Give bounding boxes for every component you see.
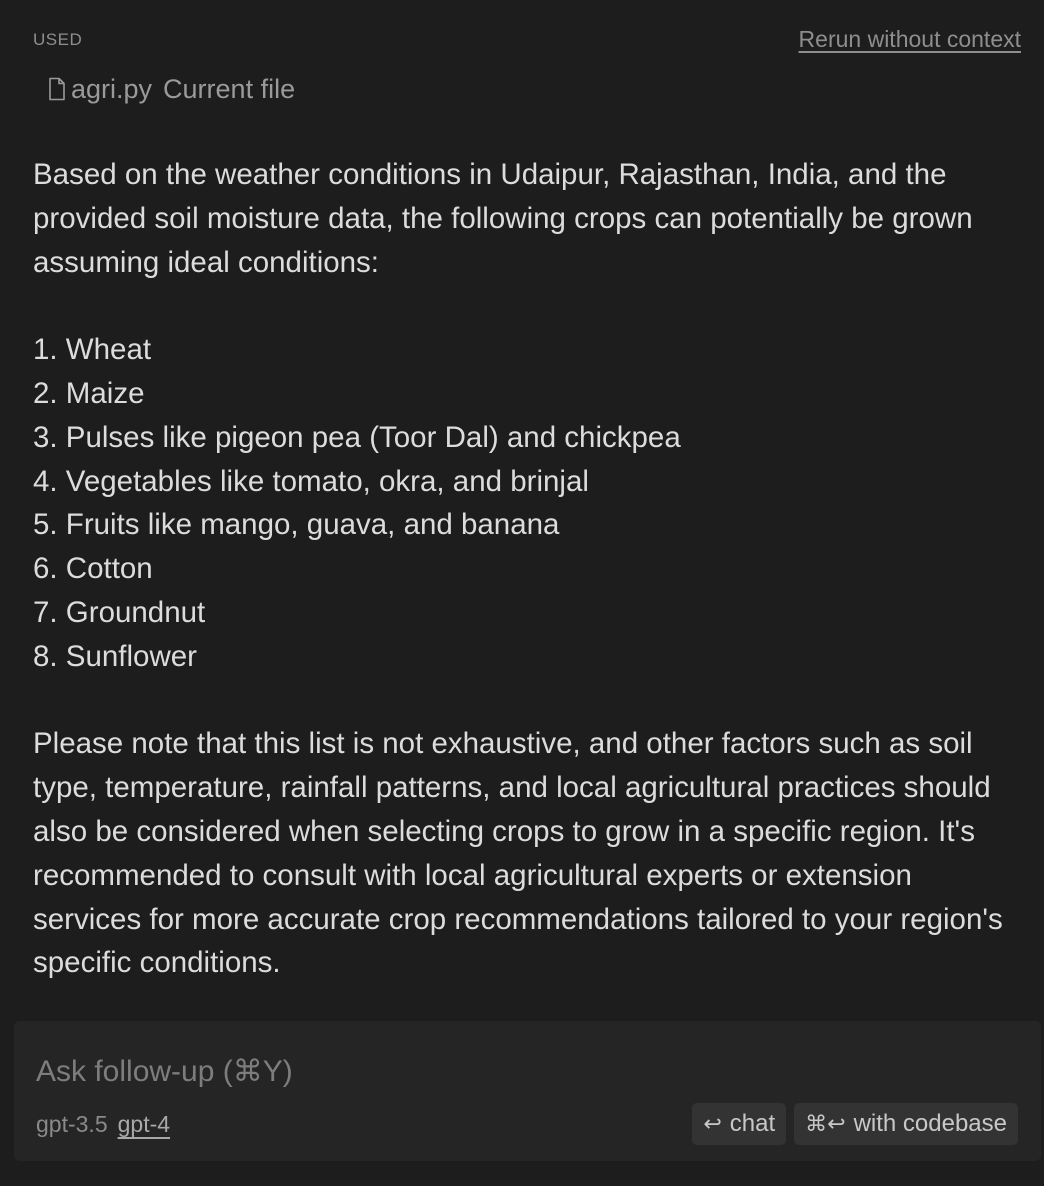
with-codebase-button[interactable] xyxy=(794,1103,1018,1145)
paragraph-spacer xyxy=(33,284,1028,328)
chat-button[interactable] xyxy=(692,1103,786,1145)
list-item: 8. Sunflower xyxy=(33,639,197,673)
model-option-gpt-4[interactable]: gpt-4 xyxy=(117,1111,171,1137)
context-file-name: agri.py xyxy=(71,73,153,104)
return-icon: ↩ xyxy=(703,1111,722,1137)
list-item: 2. Maize xyxy=(33,376,145,410)
crop-list xyxy=(33,328,1028,678)
response-note: Please note that this list is not exhaustive, and other factors such as soil type, temperature, rainfall patterns, and local agricultural practices should also be considered when selecting crops to grow in a specific region. It's recommended to consult with local agricultural experts or extension services for more accurate crop recommendations tailored to your region's specific conditions. xyxy=(33,727,1003,980)
command-return-icon: ⌘↩ xyxy=(805,1111,846,1137)
context-header xyxy=(33,26,1021,54)
rerun-without-context-link[interactable]: Rerun without context xyxy=(798,26,1021,52)
with-codebase-button-label: with codebase xyxy=(853,1110,1007,1137)
list-item: 7. Groundnut xyxy=(33,595,206,629)
file-icon xyxy=(47,77,67,101)
list-item: 4. Vegetables like tomato, okra, and brinjal xyxy=(33,464,589,498)
model-selector xyxy=(36,1111,170,1138)
list-item: 6. Cotton xyxy=(33,552,153,586)
followup-actions xyxy=(692,1103,1018,1145)
model-option-gpt-3-5[interactable]: gpt-3.5 xyxy=(36,1111,108,1137)
response-intro: Based on the weather conditions in Udaipur, Rajasthan, India, and the provided soil moisture data, the following crops can potentially be grown assuming ideal conditions: xyxy=(33,158,973,279)
context-file-chip[interactable] xyxy=(47,72,295,106)
list-item: 3. Pulses like pigeon pea (Toor Dal) and chickpea xyxy=(33,420,681,454)
followup-panel xyxy=(14,1021,1041,1161)
chat-button-label: chat xyxy=(729,1110,776,1137)
followup-input[interactable] xyxy=(36,1055,636,1089)
paragraph-spacer xyxy=(33,679,1028,723)
assistant-response xyxy=(33,153,1028,985)
context-file-note: Current file xyxy=(163,73,296,104)
list-item: 1. Wheat xyxy=(33,333,152,367)
used-label: USED xyxy=(33,30,83,49)
list-item: 5. Fruits like mango, guava, and banana xyxy=(33,508,560,542)
